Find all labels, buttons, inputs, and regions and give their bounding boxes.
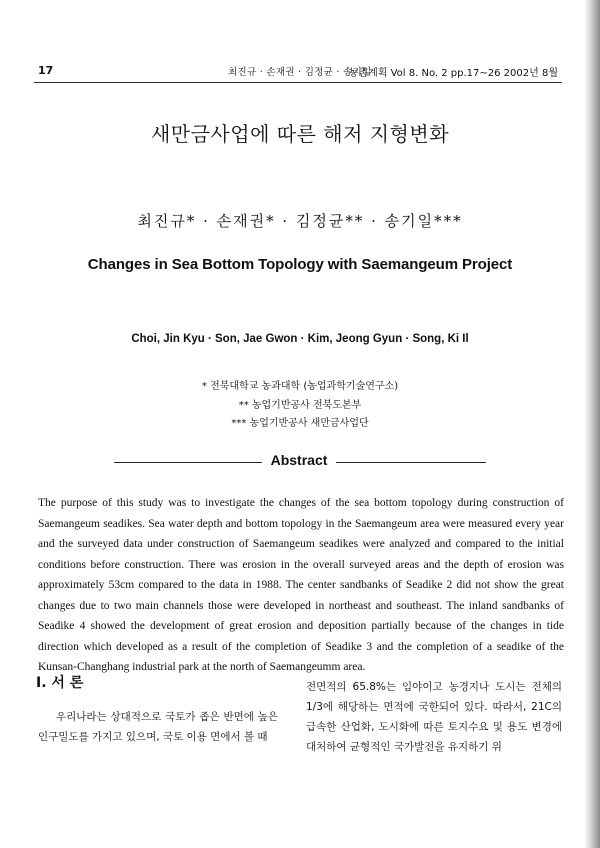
abstract-heading: Abstract [270,452,328,468]
english-title: Changes in Sea Bottom Topology with Saemangeum Project [87,256,513,273]
abstract-rule-right [336,462,486,463]
affiliation-1: * 전북대학교 농과대학 (농업과학기술연구소) [201,381,399,392]
header-authors: 최진규 · 손재권 · 김정균 · 송기일 [228,67,372,78]
page-number: 17 [38,64,54,77]
body-column-left: 우리나라는 상대적으로 국토가 좁은 반면에 높은 인구밀도를 가지고 있으며, 국토 이용 면에서 볼 때 [38,711,278,743]
affiliation-2: ** 농업기반공사 전북도본부 [238,400,362,411]
affiliation-3: *** 농업기반공사 새만금사업단 [231,418,369,429]
header-rule [34,82,562,83]
korean-authors: 최진규* · 손재권* · 김정균** · 송기일*** [137,212,463,230]
journal-citation: 농촌계획 Vol 8. No. 2 pp.17~26 2002년 8월 [348,68,558,79]
abstract-rule-left [114,462,262,463]
abstract-body: The purpose of this study was to investigate the changes of the sea bottom topology during construction of Saemangeum seadikes. Sea water depth and bottom topology in the Saemangeum area were measured every year and the surveyed data under construction of Saemangeum seadikes were analyzed and compared to the initial conditions before construction. There was erosion in the overall surveyed areas and the depth of erosion was approximately 53cm compared to the data in 1988. The center sandbanks of Seadike 2 did not show the great changes due to two main channels those were developed in northeast and southeast. The inland sandbanks of Seadike 4 showed the development of great erosion and deposition partially because of the changes in tide direction which developed as a result of the completion of Seadike 3 and the completion of a seadike of the Kunsan-Changhang industrial park at the north of Saemangeumm area. [38,497,564,673]
running-header [38,64,558,82]
section-heading: I. 서 론 [36,675,84,691]
body-column-right: 전면적의 65.8%는 임야이고 농경지나 도시는 전체의 1/3에 해당하는 면적에 국한되어 있다. 따라서, 21C의 급속한 산업화, 도시화에 따른 토지수요 및 용도 변경에 대처하여 균형적인 국가발전을 유지하기 위 [306,681,562,753]
english-authors: Choi, Jin Kyu · Son, Jae Gwon · Kim, Jeong Gyun · Song, Ki Il [131,333,469,345]
korean-title: 새만금사업에 따른 해저 지형변화 [150,122,450,146]
